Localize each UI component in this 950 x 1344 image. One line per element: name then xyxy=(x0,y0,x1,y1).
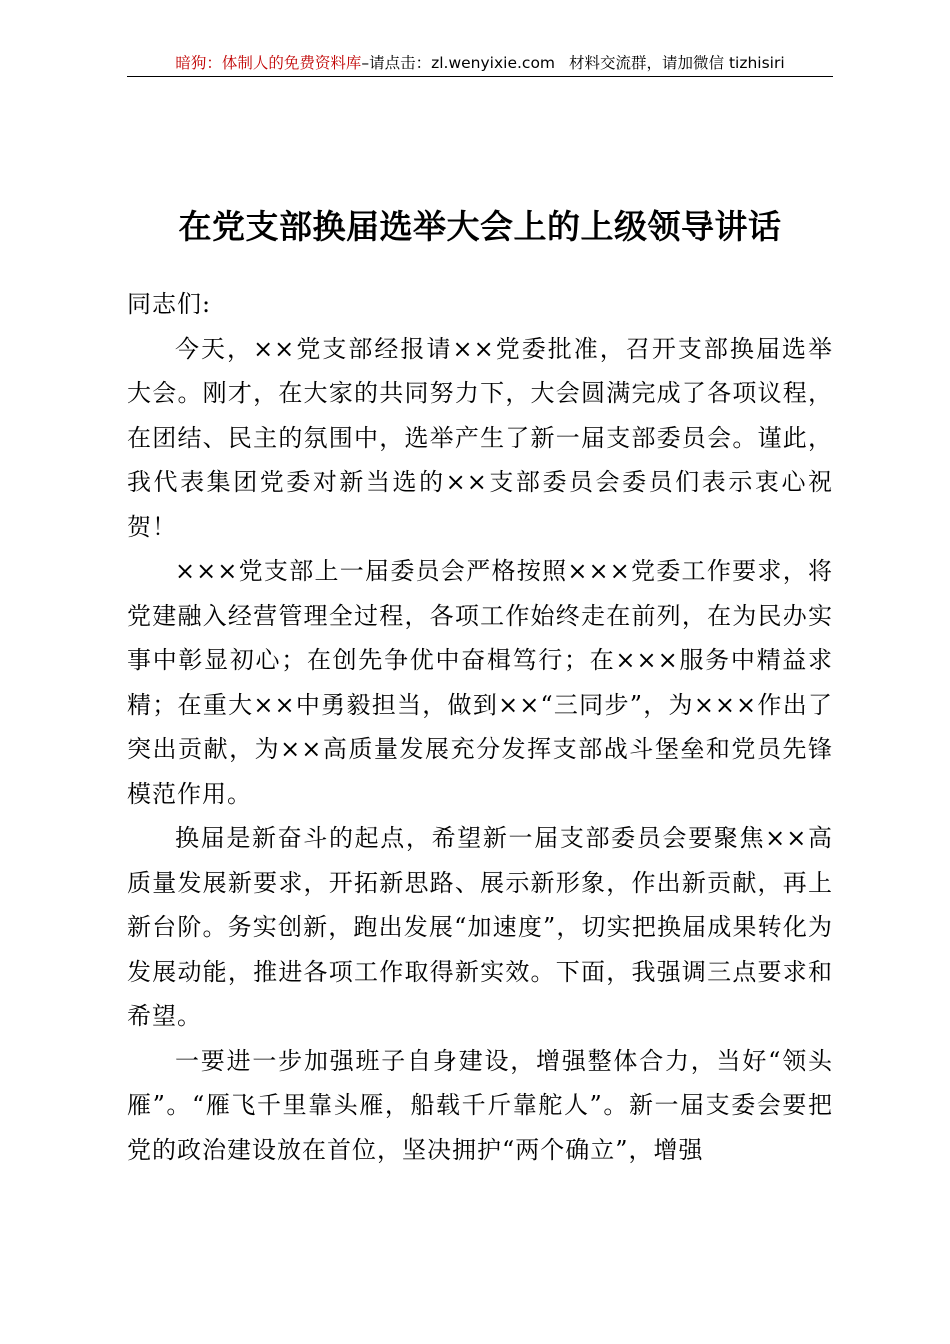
header-site-name: 暗狗：体制人的免费资料库 xyxy=(175,54,362,72)
page-header xyxy=(127,52,833,76)
document-title: 在党支部换届选举大会上的上级领导讲话 xyxy=(178,207,782,246)
header-divider xyxy=(127,76,833,77)
paragraph-1: 今天，××党支部经报请××党委批准，召开支部换届选举大会。刚才，在大家的共同努力下，大会圆满完成了各项议程，在团结、民主的氛围中，选举产生了新一届支部委员会。谨此，我代表集团党委对新当选的××支部委员会委员们表示衷心祝贺！ xyxy=(127,334,833,541)
header-wechat-note: 材料交流群，请加微信 tizhisiri xyxy=(569,54,785,72)
salutation: 同志们: xyxy=(127,290,212,318)
paragraph-3: 换届是新奋斗的起点，希望新一届支部委员会要聚焦××高质量发展新要求，开拓新思路、展示新形象，作出新贡献，再上新台阶。务实创新，跑出发展“加速度”，切实把换届成果转化为发展动能，推进各项工作取得新实效。下面，我强调三点要求和希望。 xyxy=(127,824,833,1030)
header-click-prompt: –请点击： xyxy=(361,54,432,72)
paragraph-2: ×××党支部上一届委员会严格按照×××党委工作要求，将党建融入经营管理全过程，各项工作始终走在前列，在为民办实事中彰显初心；在创先争优中奋楫笃行；在×××服务中精益求精；在重大××中勇毅担当，做到××“三同步”，为×××作出了突出贡献，为××高质量发展充分发挥支部战斗堡垒和党员先锋模范作用。 xyxy=(127,557,833,808)
header-url-link[interactable]: zl.wenyixie.com xyxy=(431,54,556,72)
document-body xyxy=(127,282,833,1172)
paragraph-4: 一要进一步加强班子自身建设，增强整体合力，当好“领头雁”。“雁飞千里靠头雁，船载千斤靠舵人”。新一届支委会要把党的政治建设放在首位，坚决拥护“两个确立”，增强 xyxy=(127,1046,833,1164)
